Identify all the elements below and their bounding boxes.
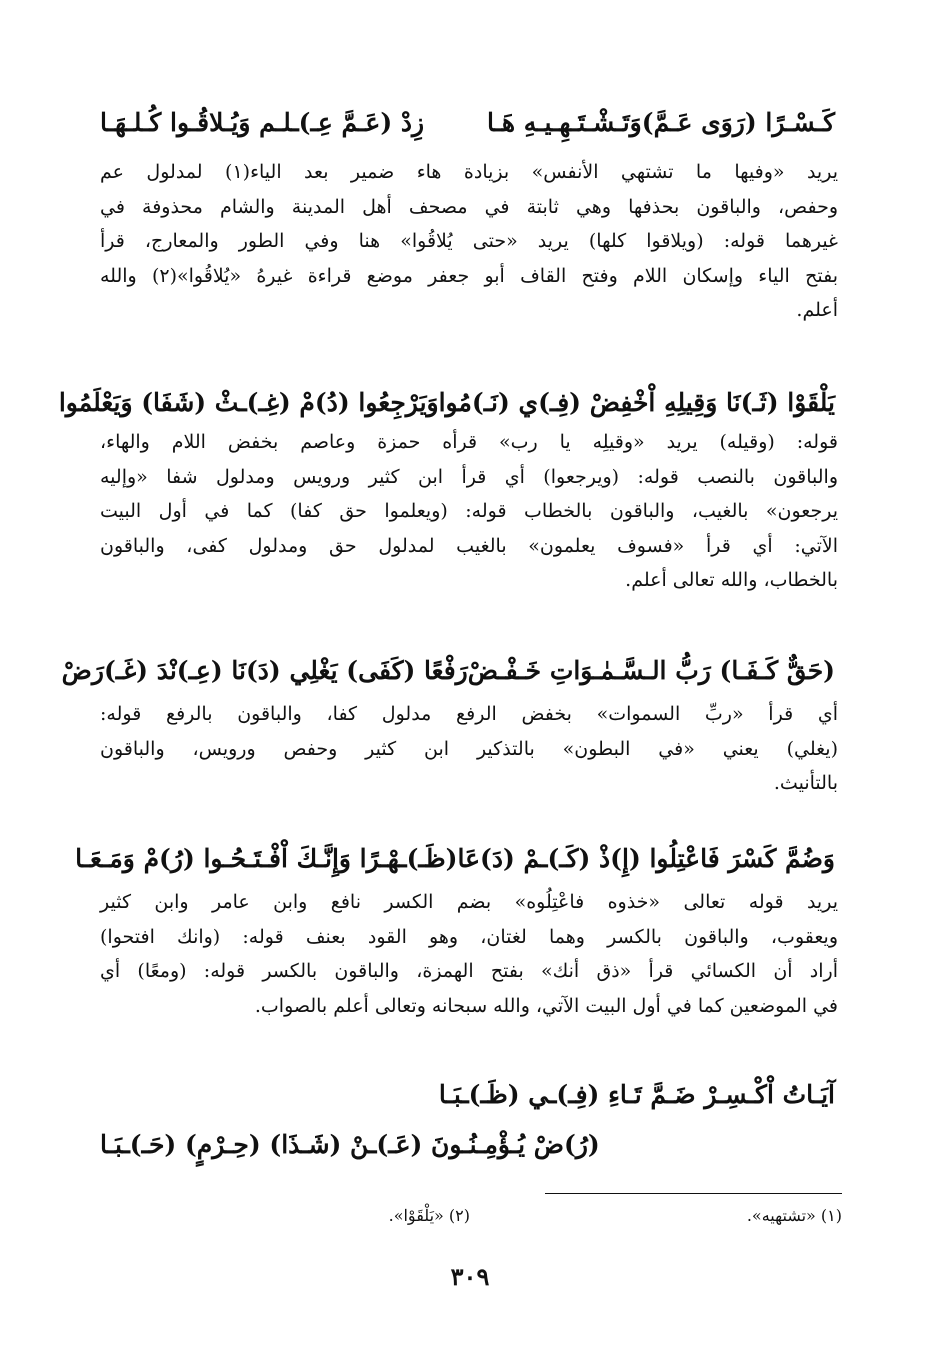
verse-2-second-hemistich: وَيَرْجِعُوا (دُ)مْ (غِـ)ـثْ (شَفَا) وَيَعْلَمُوا xyxy=(58,387,439,417)
paragraph-line: (يغلي) يعني «في البطون» بالتذكير ابن كثير وحفص ورويس، والباقون xyxy=(100,737,838,760)
footnote-1: (١) «تشتهيه». xyxy=(746,1206,842,1225)
paragraph-line: يريد «وفيها ما تشتهي الأنفس» بزيادة هاء ضمير بعد الياء(١) لمدلول عم xyxy=(100,161,838,183)
paragraph-line: أراد أن الكسائي قرأ «ذق أنك» بفتح الهمزة، والباقون بالكسر قوله: (ومعًا) أي xyxy=(100,960,838,982)
poem-verse-4 xyxy=(75,834,835,882)
paragraph-line: بالتأنيث. xyxy=(773,772,838,794)
paragraph-line: بالخطاب، والله تعالى أعلم. xyxy=(625,569,838,591)
paragraph-line: يريد قوله تعالى «خذوه فاعْتِلُوه» بضم الكسر نافع وابن عامر وابن كثير xyxy=(100,891,838,913)
paragraph-line: قوله: (وقيله) يريد «وقيلِه يا رب» قرأه حمزة وعاصم بخفض اللام والهاء، xyxy=(100,431,838,453)
commentary-paragraph-4 xyxy=(100,885,838,1023)
paragraph-line: في الموضعين كما في أول البيت الآتي، والله سبحانه وتعالى أعلم بالصواب. xyxy=(254,994,838,1017)
poem-verse-2 xyxy=(58,378,835,426)
paragraph-line: يرجعون» بالغيب، والباقون بالخطاب قوله: (ويعلموا حق كفا) كما في أول البيت xyxy=(100,500,838,522)
verse-4-first-hemistich: وَضُمَّ كَسْرَ فَاعْتِلُوا (إِ)ذْ (كَـ)ـمْ (دَ)عَا xyxy=(457,843,835,873)
poem-verse-6 xyxy=(100,1120,835,1168)
paragraph-line: ويعقوب، والباقون بالكسر وهما لغتان، وهو القود بعنف قوله: (وانك افتحوا) xyxy=(100,925,838,948)
poem-verse-1 xyxy=(100,98,835,146)
verse-3-second-hemistich: رَفْعًا (كَفَى) يَغْلِي (دَ)نَا (عِـ)نْدَ (غَـ)رَضْ xyxy=(61,655,468,685)
paragraph-line: بفتح الياء وإسكان اللام وفتح القاف أبو جعفر موضع قراءة غيرهُ «يُلاقُوا»(٢) والله xyxy=(100,264,838,287)
page-number: ٣٠٩ xyxy=(450,1262,490,1291)
footnote-divider xyxy=(545,1193,842,1194)
verse-1-second-hemistich: زِدْ (عَـمَّ عِـ)ـلـم وَيُـلاقُـوا كُـلـهَـا xyxy=(100,107,425,137)
paragraph-line: غيرهما قوله: (ويلاقوا كلها) يريد «حتى يُلاقُوا» هنا وفي الطور والمعارج، قرأ xyxy=(100,230,838,252)
verse-2-first-hemistich: يَلْقَوْا (ثَـ)نَا وَقِيلِهِ اْخْفِضْ (فِـ)ي (نَـ)مُوا xyxy=(438,387,835,417)
paragraph-line: وحفص، والباقون بحذفها وهي ثابتة في مصحف أهل المدينة والشام محذوفة في xyxy=(100,195,838,218)
commentary-paragraph-1 xyxy=(100,155,838,328)
paragraph-line: والباقون بالنصب قوله: (ويرجعوا) أي قرأ ابن كثير ورويس ومدلول شفا «وإليه xyxy=(100,465,838,488)
verse-1-first-hemistich: كَـسْـرًا (رَوَى عَـمَّ)وَتَـشْـتَـهِـيـهِ هَـا xyxy=(486,107,835,137)
verse-3-first-hemistich: (حَقٌّ كَـفَـا) رَبُّ الـسَّـمٰـوَاتِ خَـفْـضْ xyxy=(467,655,835,685)
commentary-paragraph-3 xyxy=(100,697,838,801)
commentary-paragraph-2 xyxy=(100,425,838,598)
verse-6-hemistich: (رُ)ضْ يُـؤْمِـنُـونَ (عَـ)ـنْ (شَـذَا) (حِـرْمٍ) (حَـ)ـبَـا xyxy=(100,1129,600,1159)
footnote-2: (٢) «يَلْقَوْا». xyxy=(388,1206,470,1225)
paragraph-line: أي قرأ «ربِّ السموات» بخفض الرفع مدلول كفا، والباقون بالرفع قوله: xyxy=(100,703,838,725)
verse-4-second-hemistich: (ظَـ)ـهْـرًا وَإِنَّـكَ اْفْـتَـحُـوا (رُ)مْ وَمَـعَـا xyxy=(75,843,458,873)
paragraph-line: الآتي: أي قرأ «فسوف يعلمون» بالغيب لمدلول حق ومدلول كفى، والباقون xyxy=(100,534,838,557)
verse-5-hemistich: آيَـاتُ اْكْـسِـرْ ضَـمَّ تَـاءِ (فِـ)ـي (ظَـ)ـبَـا xyxy=(438,1079,835,1109)
poem-verse-3 xyxy=(61,646,835,694)
poem-verse-5 xyxy=(100,1070,835,1118)
paragraph-line: أعلم. xyxy=(796,299,838,321)
